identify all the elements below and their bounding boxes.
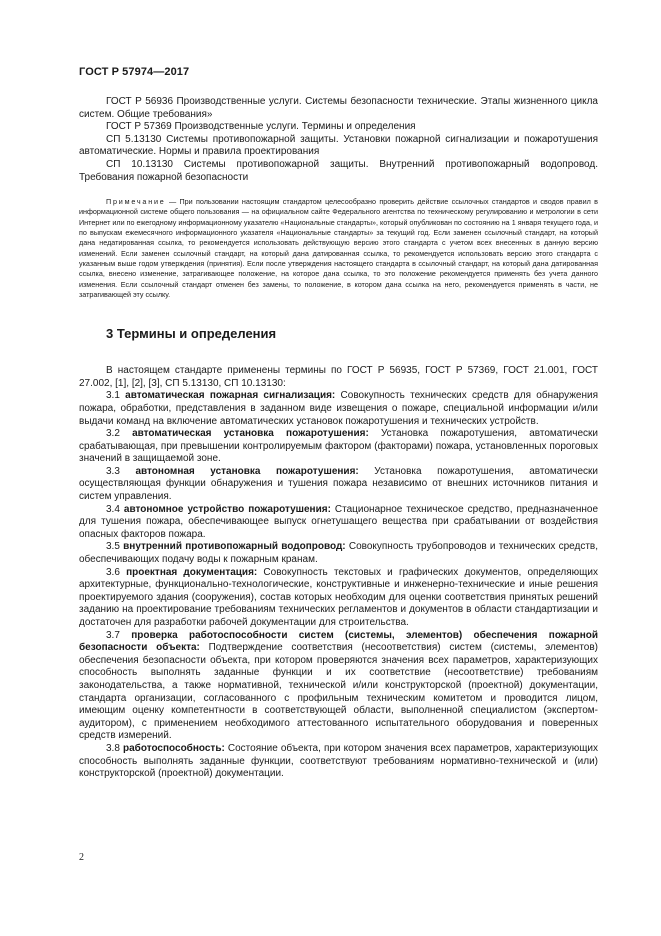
terms-list (79, 365, 598, 781)
term-definition: Состояние объекта, при котором значения всех параметров, характеризующих способность выполнять заданные функции, соответствуют требованиям нормативно-технической и (или) конструкторской (проектной) документации. (79, 742, 599, 780)
term-definition: Подтверждение соответствия (несоответствия) систем (системы, элементов) обеспечения безопасности объекта, при котором проверяются значения всех параметров, характеризующих способность выполнять заданные функции и их соответствие (несоответствие) требованиям законодательства, а также нормативной, технической и/или конструкторской (проектной) документации, стандарта организации, согласованного с профильным техническим комитетом и проводится лицом, имеющим оценку компетентности в соответствующей области, выполненной специалистом (экспертом-аудитором), с применением необходимого аттестованного испытательного оборудования и поверенных средств измерений. (79, 642, 598, 742)
term-name: автономное устройство пожаротушения: (123, 503, 331, 515)
term-item (79, 630, 598, 743)
term-item (79, 541, 598, 566)
term-number: 3.4 (106, 503, 120, 515)
term-name: внутренний противопожарный водопровод: (123, 541, 346, 553)
page-number: 2 (79, 852, 84, 863)
term-definition: Установка пожаротушения, автоматически срабатывающая, при превышении контролируемым фактором (факторами) пожара, установленных пороговых значений в защищаемой зоне. (79, 428, 599, 465)
term-item (79, 504, 598, 542)
section-title: 3 Термины и определения (106, 326, 277, 342)
term-number: 3.8 (106, 742, 120, 754)
term-name: автономная установка пожаротушения: (135, 465, 359, 477)
reference-item: СП 5.13130 Системы противопожарной защиты. Установки пожарной сигнализации и пожаротушения автоматические. Нормы и правила проектирования (79, 133, 598, 158)
term-definition: Установка пожаротушения, автоматически осуществляющая функции обнаружения и тушения пожара независимо от внешних источников питания и систем управления. (79, 465, 598, 503)
term-item (79, 567, 598, 630)
term-number: 3.5 (106, 541, 120, 553)
note-block (79, 197, 598, 300)
term-name: проектная документация: (126, 566, 258, 578)
reference-item: ГОСТ Р 57369 Производственные услуги. Термины и определения (106, 121, 416, 133)
term-number: 3.6 (106, 566, 120, 578)
note-paragraph (79, 197, 598, 300)
term-item (79, 428, 598, 466)
reference-item: ГОСТ Р 56936 Производственные услуги. Системы безопасности технические. Этапы жизненного цикла систем. Общие требования» (79, 96, 598, 120)
term-item (79, 390, 598, 428)
term-item (79, 743, 598, 781)
reference-item: СП 10.13130 Системы противопожарной защиты. Внутренний противопожарный водопровод. Требования пожарной безопасности (79, 158, 598, 183)
document-header: ГОСТ Р 57974—2017 (79, 66, 190, 78)
term-name: работоспособность: (122, 742, 225, 754)
term-item (79, 466, 598, 504)
term-name: автоматическая установка пожаротушения: (132, 428, 369, 440)
note-label: Примечание (106, 197, 166, 207)
term-definition: Стационарное техническое средство, предназначенное для тушения пожара, обеспечивающее выпуск огнетушащего вещества при срабатывании от воздействия опасных факторов пожара. (79, 503, 598, 540)
term-number: 3.3 (106, 465, 120, 477)
note-text: — При пользовании настоящим стандартом целесообразно проверить действие ссылочных стандартов и сводов правил в информационной системе общего пользования — на официальном сайте Федерального агентства по техническому регулированию и метрологии в сети Интернет или по ежегодному информационному указателю «Национальные стандарты», который опубликован по состоянию на 1 января текущего года, и по выпускам ежемесячного информационного указателя «Национальные стандарты» за текущий год. Если заменен ссылочный стандарт, на который дана недатированная ссылка, то рекомендуется использовать действующую версию этого стандарта с учетом всех внесенных в данную версию изменений. Если заменен ссылочный стандарт, на который дана датированная ссылка, то рекомендуется использовать версию этого стандарта с указанным выше годом утверждения (принятия). Если после утверждения настоящего стандарта в ссылочный стандарт, на который дана датированная ссылка, внесено изменение, затрагивающее положение, на которое дана ссылка, то это положение рекомендуется применять без учета данного изменения. Если ссылочный стандарт отменен без замены, то положение, в котором дана ссылка на него, рекомендуется применять в части, не затрагивающей эту ссылку. (79, 197, 598, 299)
term-definition: Совокупность трубопроводов и технических средств, обеспечивающих подачу воды к пожарным кранам. (79, 541, 598, 566)
page-content (79, 96, 598, 781)
term-number: 3.1 (106, 390, 120, 402)
term-number: 3.7 (106, 629, 120, 641)
normative-references (79, 96, 598, 184)
terms-intro: В настоящем стандарте применены термины по ГОСТ Р 56935, ГОСТ Р 57369, ГОСТ 21.001, ГОСТ 27.002, [1], [2], [3], СП 5.13130, СП 10.13130: (79, 365, 598, 389)
term-number: 3.2 (106, 428, 120, 440)
term-name: проверка работоспособности систем (системы, элементов) обеспечения пожарной безопасности объекта: (79, 629, 598, 654)
term-definition: Совокупность текстовых и графических документов, определяющих архитектурные, функционально-технологические, конструктивные и инженерно-технические и иные решения проектируемого здания (сооружения), состав которых необходим для оценки соответствия принятых решений заданию на проектирование требованиям технических регламентов и документов в области стандартизации и достаточен для разработки рабочей документации для строительства. (79, 566, 598, 628)
term-name: автоматическая пожарная сигнализация: (125, 390, 336, 402)
term-definition: Совокупность технических средств для обнаружения пожара, обработки, представления в заданном виде извещения о пожаре, специальной информации и/или выдачи команд на включение автоматических установок пожаротушения и технических устройств. (79, 390, 598, 427)
